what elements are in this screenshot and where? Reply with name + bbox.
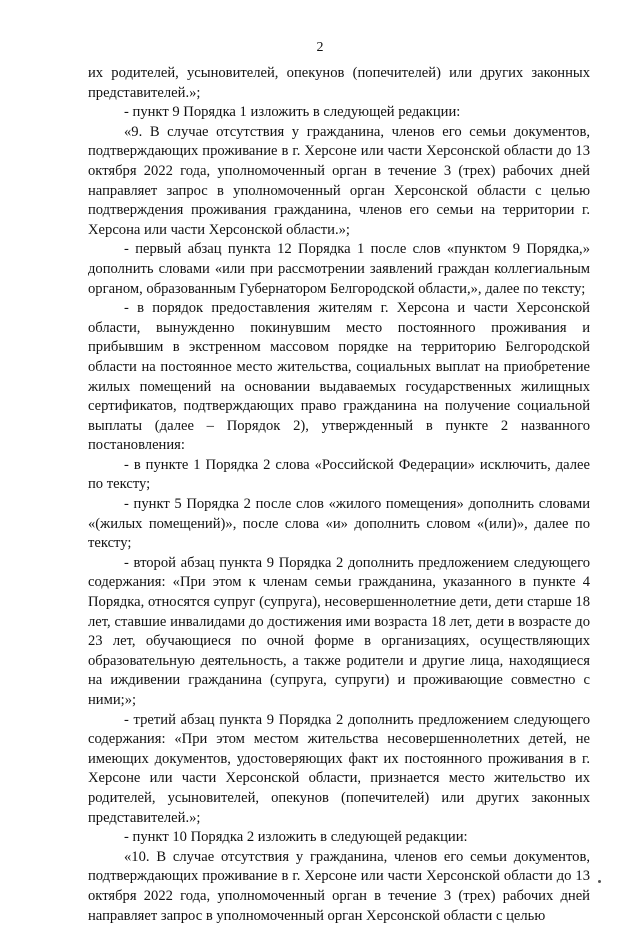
document-body — [88, 64, 590, 926]
paragraph-order2-intro: - в порядок предоставления жителям г. Херсона и части Херсонской области, вынужденно покинувшим место постоянного проживания и прибывшим в экстренном массовом порядке на территорию Белгородской области на постоянное место жительства, социальных выплат на приобретение жилых помещений на основании выдаваемых государственных жилищных сертификатов, подтверждающих право гражданина на получение социальной выплаты (далее – Порядок 2), утвержденный в пункте 2 названного постановления: — [88, 300, 590, 454]
paragraph-amend-item9-order1: - пункт 9 Порядка 1 изложить в следующей редакции: — [124, 104, 461, 121]
paragraph-item9-third-abzac: - третий абзац пункта 9 Порядка 2 дополнить предложением следующего содержания: «При этом местом жительства несовершеннолетних детей, не имеющих документов, удостоверяющих факт их постоянного проживания в г. Херсоне или части Херсонской области, признается место жительство их родителей, усыновителей, опекунов (попечителей) или других законных представителей.»; — [88, 711, 590, 826]
paragraph-item1-order2: - в пункте 1 Порядка 2 слова «Российской Федерации» исключить, далее по тексту; — [88, 456, 590, 493]
paragraph-amend-item10-order2: - пункт 10 Порядка 2 изложить в следующей редакции: — [124, 829, 468, 846]
paragraph-item12-order1: - первый абзац пункта 12 Порядка 1 после слов «пунктом 9 Порядка,» дополнить словами «или при рассмотрении заявлений граждан коллегиальным органом, образованным Губернатором Белгородской области,», далее по тексту; — [88, 241, 590, 297]
paragraph-item10-text: «10. В случае отсутствия у гражданина, членов его семьи документов, подтверждающих проживание в г. Херсоне или части Херсонской области до 13 октября 2022 года, уполномоченный орган в течение 3 (трех) рабочих дней направляет запрос в уполномоченный орган Херсонской области с целью — [88, 848, 590, 924]
scan-speck — [598, 880, 601, 883]
page-number: 2 — [316, 40, 324, 55]
paragraph-item9-second-abzac: - второй абзац пункта 9 Порядка 2 дополнить предложением следующего содержания: «При этом к членам семьи гражданина, указанного в пункте 4 Порядка, относятся супруг (супруга), несовершеннолетние дети, дети старше 18 лет, ставшие инвалидами до достижения ими возраста 18 лет, дети в возрасте до 23 лет, обучающиеся по очной форме в организациях, осуществляющих образовательную деятельность, а также родители и другие лица, находящиеся на иждивении гражданина (супруга, супруги) и проживающие совместно с ними;»; — [88, 554, 590, 708]
paragraph-item5-order2: - пункт 5 Порядка 2 после слов «жилого помещения» дополнить словами «(жилых помещений)», после слова «и» дополнить словом «(или)», далее по тексту; — [88, 496, 590, 552]
paragraph-continuation: их родителей, усыновителей, опекунов (попечителей) или других законных представителей.»; — [88, 65, 590, 101]
paragraph-item9-text: «9. В случае отсутствия у гражданина, членов его семьи документов, подтверждающих проживание в г. Херсоне или части Херсонской области до 13 октября 2022 года, уполномоченный орган в течение 3 (трех) рабочих дней направляет запрос в уполномоченный орган Херсонской области с целью подтверждения проживания гражданина, членов его семьи на территории г. Херсона или части Херсонской области.»; — [88, 123, 590, 238]
